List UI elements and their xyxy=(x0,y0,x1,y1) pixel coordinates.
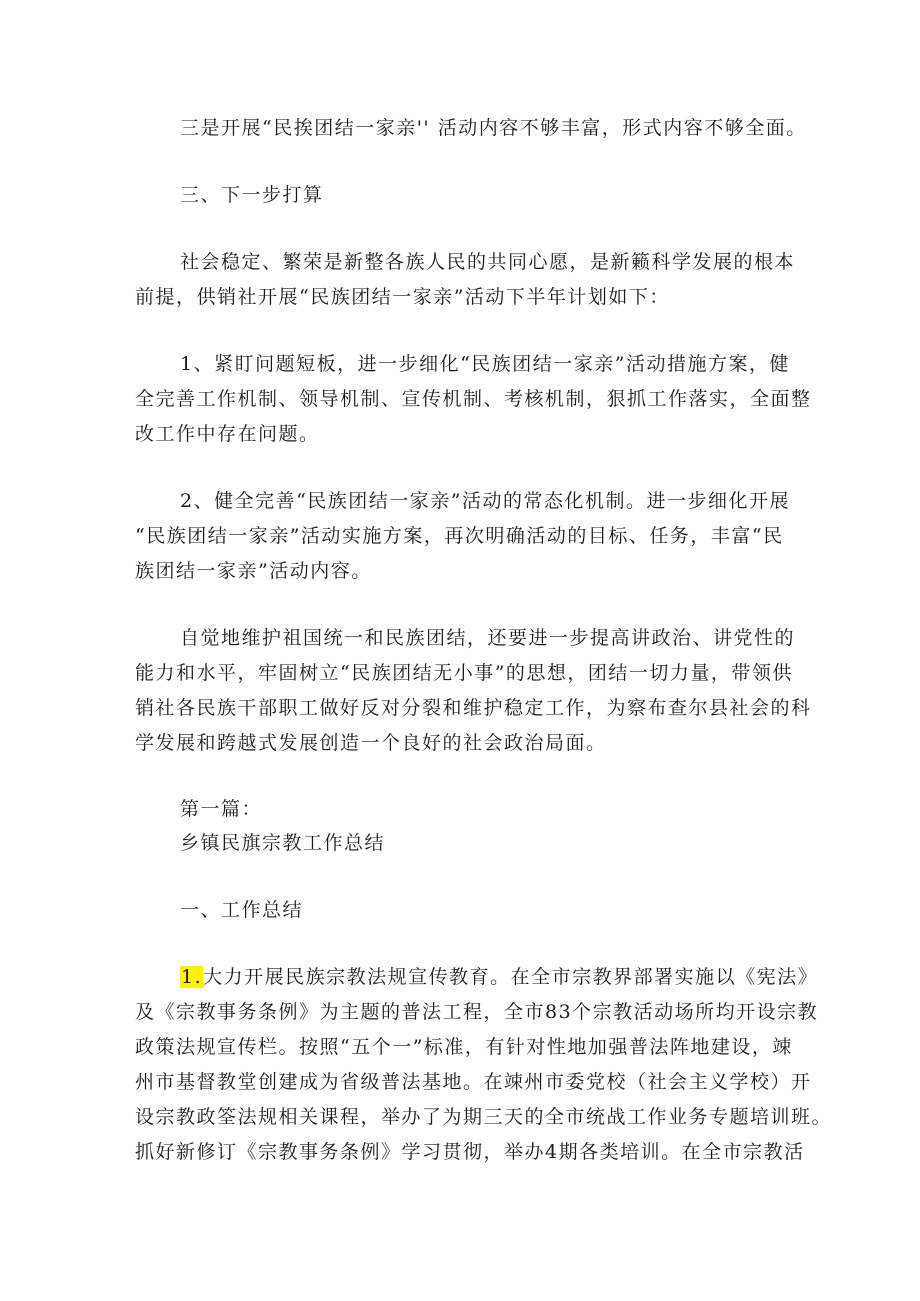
paragraph-text: 大力开展民族宗教法规宣传教育。在全市宗教界部署实施以《宪法》 xyxy=(203,966,819,988)
paragraph-line: 三是开展“民挨团结一家亲'' 活动内容不够丰富，形式内容不够全面。 xyxy=(180,117,807,139)
paragraph-line: 全完善工作机制、领导机制、宣传机制、考核机制，狠抓工作落实，全面整 xyxy=(135,388,812,410)
section-heading: 一、工作总结 xyxy=(180,899,304,921)
paragraph-line: 前提，供销社开展“民族团结一家亲”活动下半年计划如下： xyxy=(135,286,670,308)
paragraph-line: 1、紧盯问题短板，进一步细化“民族团结一家亲”活动措施方案，健 xyxy=(180,353,791,375)
paragraph-line: 政策法规宣传栏。按照“五个一”标准，有针对性地加强普法阵地建设，竦 xyxy=(135,1036,793,1058)
paragraph-line: 销社各民族干部职工做好反对分裂和维护稳定工作，为察布查尔县社会的科 xyxy=(135,697,812,719)
chapter-label: 第一篇： xyxy=(180,798,263,820)
paragraph-line: 及《宗教事务条例》为主题的普法工程，全市83个宗教活动场所均开设宗教 xyxy=(135,1001,819,1023)
paragraph-line: 能力和水平，牢固树立“民族团结无小事”的思想，团结一切力量，带领供 xyxy=(135,662,793,684)
paragraph-line: 设宗教政筌法规相关课程，举办了为期三天的全市统战工作业务专题培训班。 xyxy=(135,1106,833,1128)
paragraph-line: “民族团结一家亲”活动实施方案，再次明确活动的目标、任务，丰富“民 xyxy=(135,525,784,547)
paragraph-line: 自觉地维护祖国统一和民族团结，还要进一步提高讲政治、讲党性的 xyxy=(180,627,796,649)
paragraph-line xyxy=(180,965,819,989)
highlighted-item-number: 1. xyxy=(181,966,203,988)
paragraph-line: 族团结一家亲”活动内容。 xyxy=(135,560,372,582)
chapter-title: 乡镇民旗宗教工作总结 xyxy=(180,832,386,854)
paragraph-line: 学发展和跨越式发展创造一个良好的社会政治局面。 xyxy=(135,732,607,754)
paragraph-line: 抓好新修订《宗教事务条例》学习贯彻，举办4期各类培训。在全市宗教活 xyxy=(135,1141,805,1163)
paragraph-line: 州市基督教堂创建成为省级普法基地。在竦州市委党校（社会主义学校）开 xyxy=(135,1071,812,1093)
paragraph-line: 社会稳定、繁荣是新整各族人民的共同心愿，是新籁科学发展的根本 xyxy=(180,251,796,273)
section-heading: 三、下一步打算 xyxy=(180,184,324,206)
paragraph-line: 2、健全完善“民族团结一家亲”活动的常态化机制。进一步细化开展 xyxy=(180,490,791,512)
paragraph-line: 改工作中存在问题。 xyxy=(135,423,320,445)
